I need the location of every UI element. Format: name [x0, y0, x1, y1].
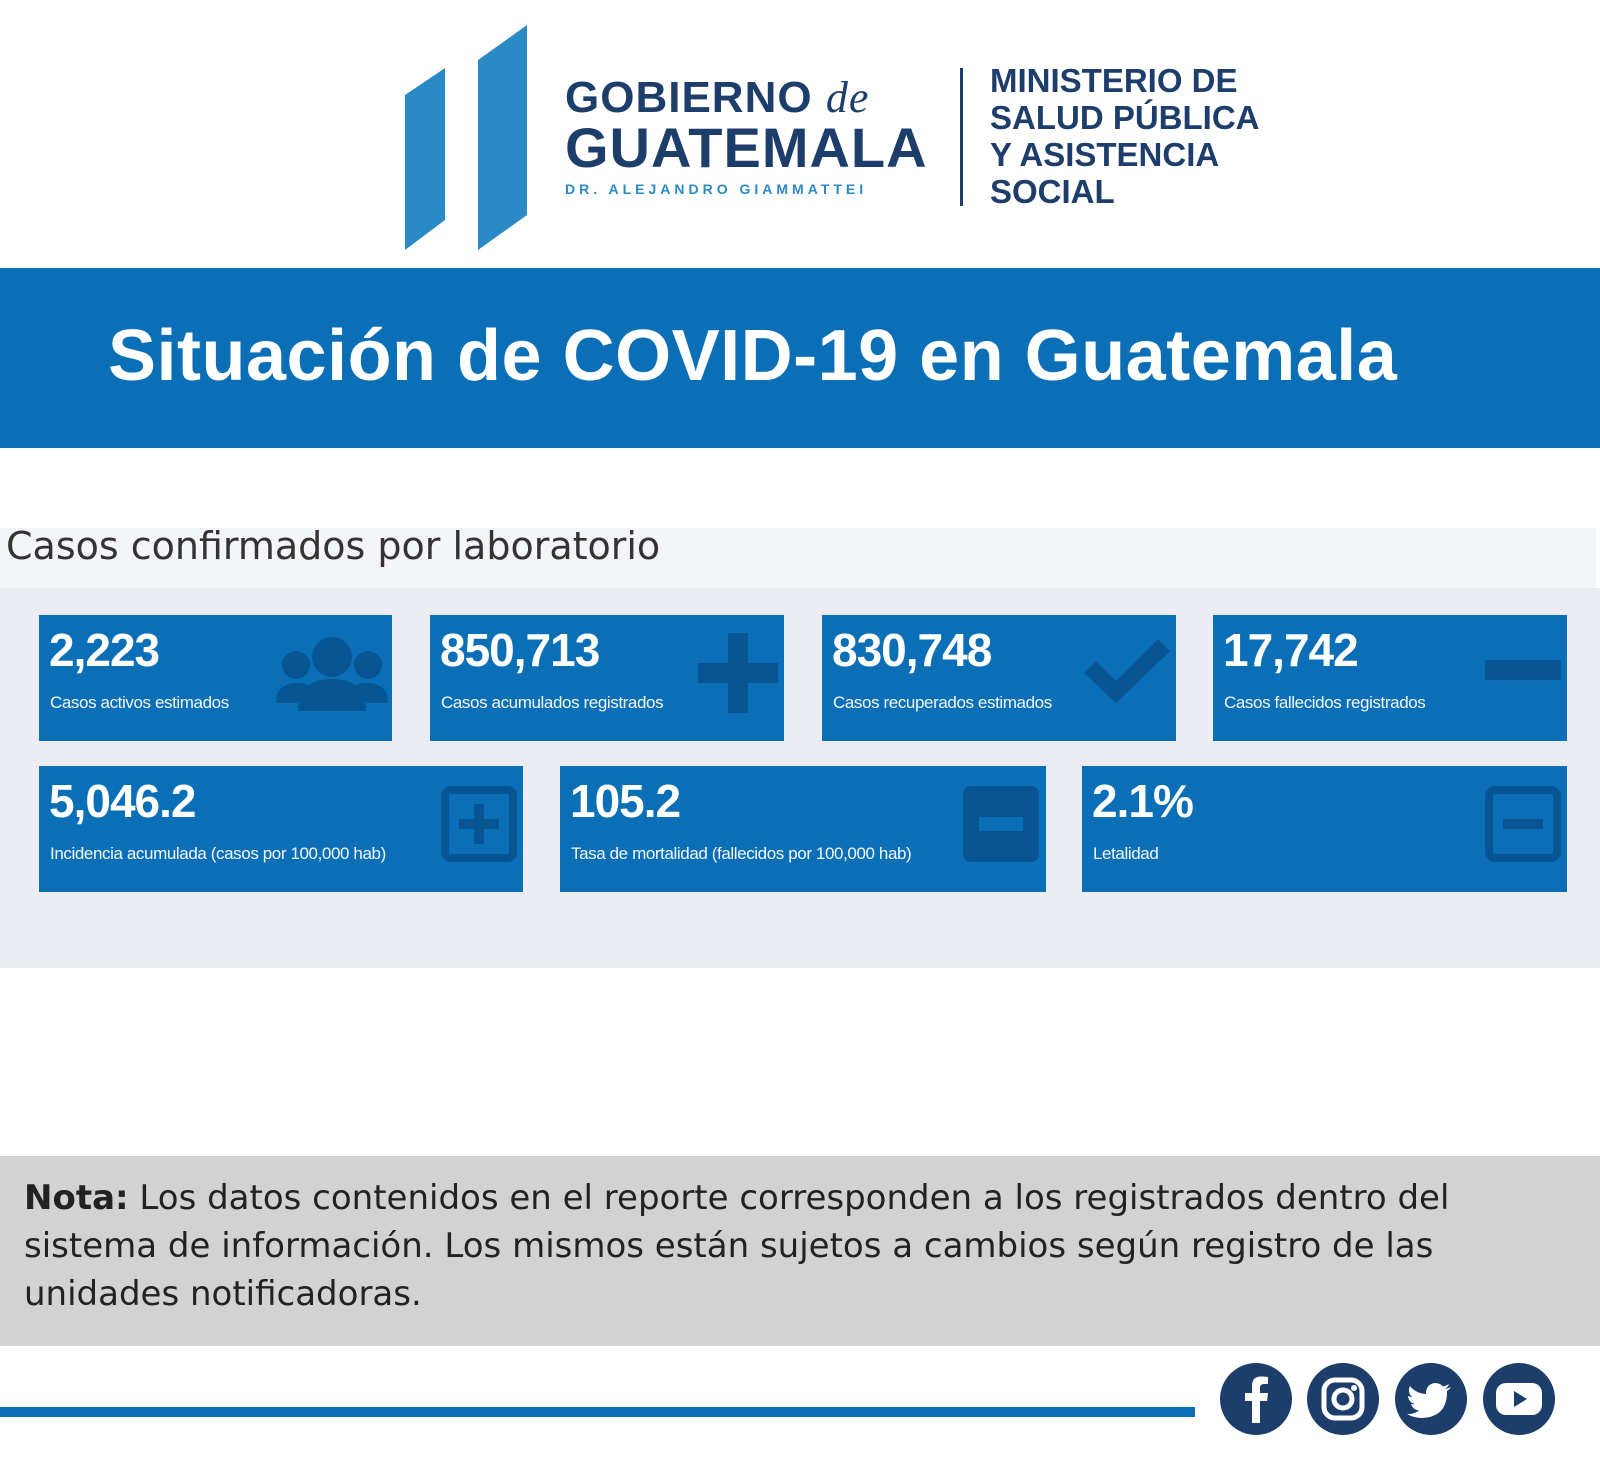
government-logo-mark [405, 20, 540, 255]
twitter-icon[interactable] [1395, 1363, 1467, 1435]
header-divider [960, 68, 963, 206]
stat-value: 2.1% [1092, 775, 1193, 827]
plus-square-icon [441, 786, 517, 862]
stat-value: 5,046.2 [49, 775, 196, 827]
stat-label: Incidencia acumulada (casos por 100,000 hab) [50, 844, 386, 863]
ministry-line: MINISTERIO DE [990, 62, 1238, 99]
gobierno-line1: GOBIERNO de [565, 73, 870, 122]
stat-label: Tasa de mortalidad (fallecidos por 100,000 hab) [571, 844, 912, 863]
stat-card-deaths[interactable] [1213, 615, 1567, 741]
dashboard-heading: Casos confirmados por laboratorio [6, 524, 661, 568]
page-title: Situación de COVID-19 en Guatemala [108, 316, 1398, 396]
header [0, 0, 1600, 268]
ministry-line: Y ASISTENCIA [990, 136, 1220, 173]
stat-label: Casos recuperados estimados [833, 693, 1052, 712]
stat-label: Casos fallecidos registrados [1224, 693, 1426, 712]
stat-value: 2,223 [49, 624, 160, 676]
instagram-icon[interactable] [1307, 1363, 1379, 1435]
stat-card-cumulative-cases[interactable] [430, 615, 784, 741]
title-banner [0, 268, 1600, 448]
footer-line [0, 1407, 1195, 1417]
facebook-icon[interactable] [1220, 1363, 1292, 1435]
users-icon [276, 633, 388, 711]
stat-label: Casos acumulados registrados [441, 693, 664, 712]
gobierno-line3: DR. ALEJANDRO GIAMMATTEI [565, 181, 868, 197]
stat-card-lethality[interactable] [1082, 766, 1567, 892]
stat-label: Letalidad [1093, 844, 1159, 863]
stat-card-active-cases[interactable] [39, 615, 392, 741]
stat-label: Casos activos estimados [50, 693, 229, 712]
stat-card-incidence[interactable] [39, 766, 523, 892]
stat-value: 830,748 [832, 624, 992, 676]
ministry-name [990, 62, 1310, 210]
minus-square-icon [1485, 786, 1561, 862]
note-label: Nota: [24, 1178, 129, 1218]
plus-icon [698, 633, 778, 713]
government-wordmark [565, 75, 935, 197]
youtube-icon[interactable] [1483, 1363, 1555, 1435]
stat-value: 850,713 [440, 624, 600, 676]
note-body: Los datos contenidos en el reporte corresponden a los registrados dentro del sistema de información. Los mismos están sujetos a cambios según registro de las unidades notificadoras. [24, 1178, 1450, 1314]
check-icon [1084, 639, 1170, 703]
ministry-line: SOCIAL [990, 173, 1115, 210]
minus-square-filled-icon [963, 786, 1039, 862]
stat-value: 17,742 [1223, 624, 1358, 676]
note-text [24, 1174, 1504, 1318]
ministry-line: SALUD PÚBLICA [990, 99, 1260, 136]
gobierno-line2: GUATEMALA [565, 116, 928, 179]
minus-icon [1485, 660, 1561, 680]
stat-value: 105.2 [570, 775, 681, 827]
stat-card-mortality-rate[interactable] [560, 766, 1046, 892]
disclaimer-note [0, 1156, 1600, 1346]
stat-card-recovered-cases[interactable] [822, 615, 1176, 741]
